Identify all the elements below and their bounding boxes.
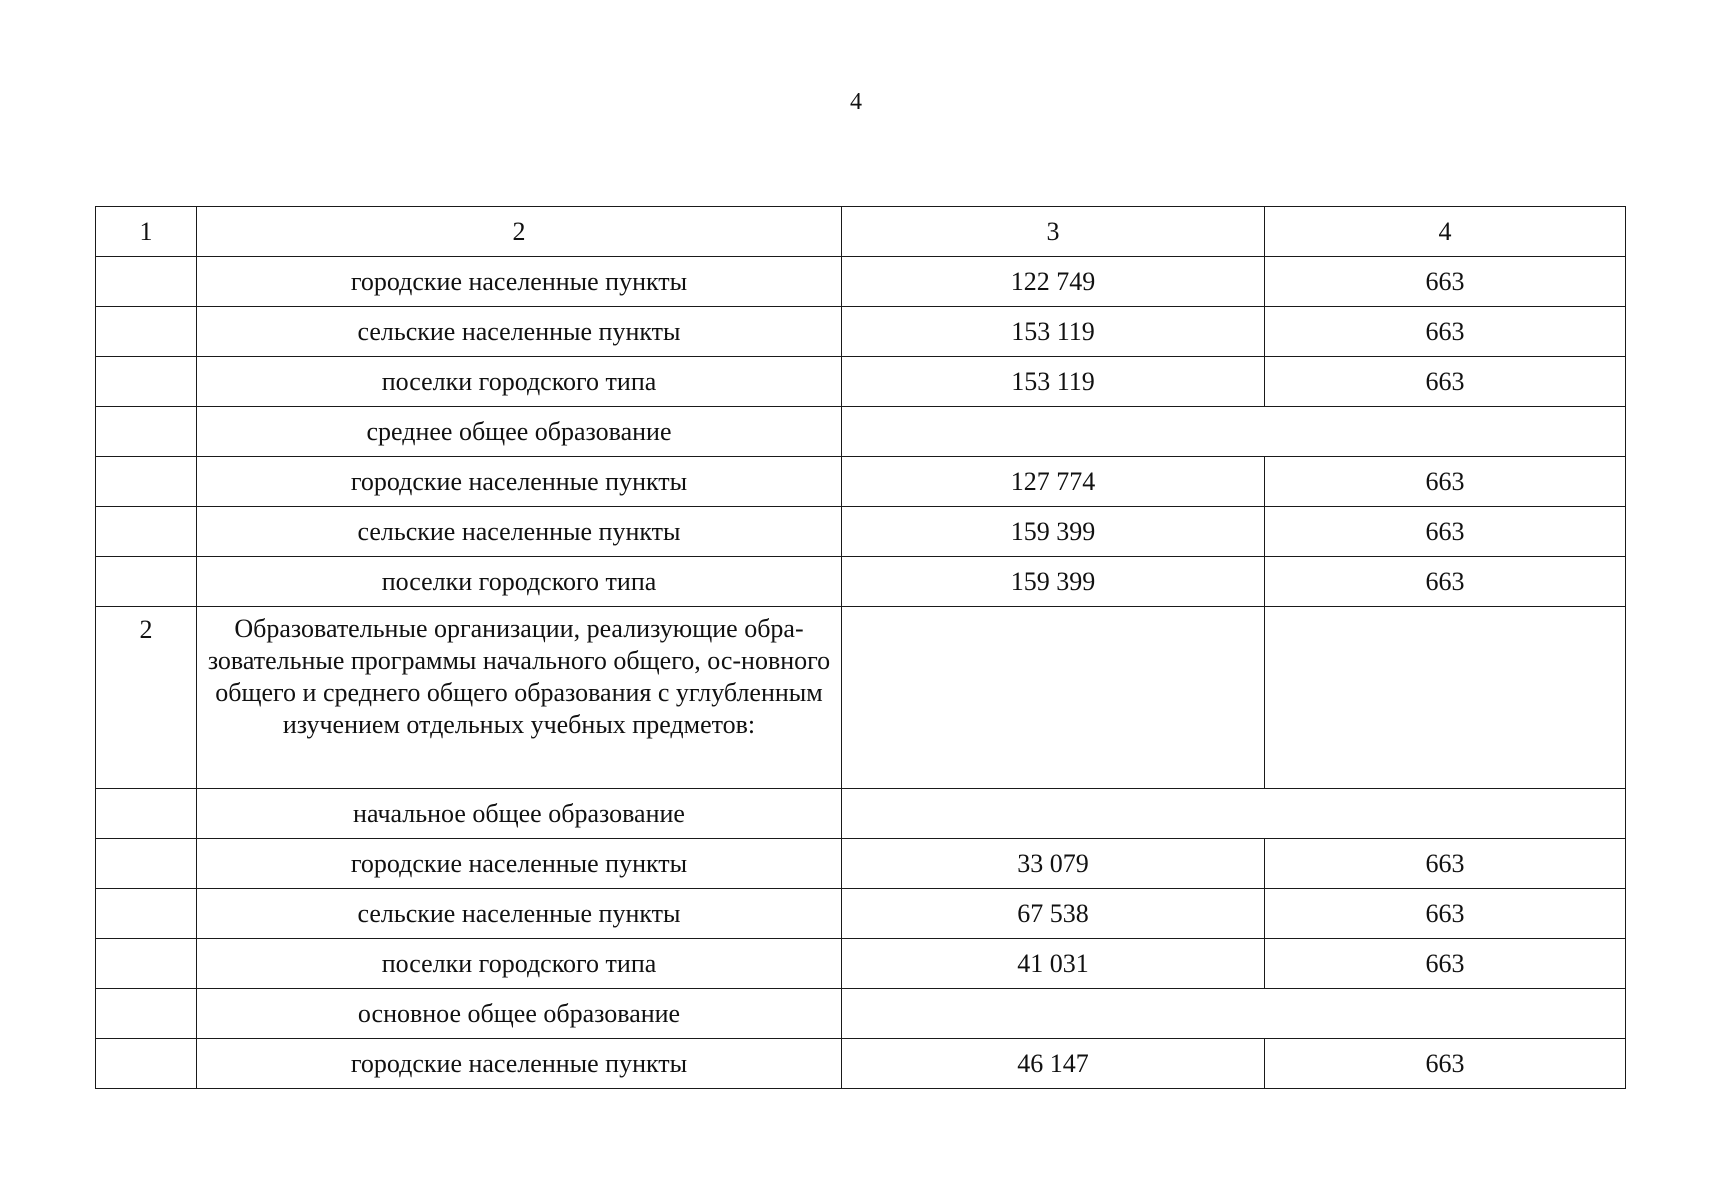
table-row <box>96 507 1626 557</box>
table-row <box>96 839 1626 889</box>
row-label-cell: поселки городского типа <box>197 357 842 407</box>
row-code-cell: 663 <box>1265 839 1626 889</box>
row-number-cell <box>96 557 197 607</box>
row-value-cell: 153 119 <box>842 307 1265 357</box>
row-value-cell: 41 031 <box>842 939 1265 989</box>
row-code-cell: 663 <box>1265 939 1626 989</box>
row-number-cell <box>96 457 197 507</box>
section-row <box>96 407 1626 457</box>
section-empty-cell <box>842 789 1626 839</box>
row-code-cell: 663 <box>1265 307 1626 357</box>
row-value-cell: 67 538 <box>842 889 1265 939</box>
section-empty-cell <box>842 989 1626 1039</box>
header-cell-4: 4 <box>1265 207 1626 257</box>
row-code-cell: 663 <box>1265 557 1626 607</box>
table-row <box>96 1039 1626 1089</box>
item-number-cell: 2 <box>96 607 197 789</box>
row-number-cell <box>96 507 197 557</box>
item-description-cell: Образовательные организации, реализующие обра-зовательные программы начального общего, ос-новного общего и среднего общего образования с углубленным изучением отдельных учебных предметов: <box>197 607 842 789</box>
row-code-cell: 663 <box>1265 889 1626 939</box>
page-number: 4 <box>850 89 862 115</box>
section-label-cell: основное общее образование <box>197 989 842 1039</box>
row-number-cell <box>96 407 197 457</box>
row-label-cell: сельские населенные пункты <box>197 307 842 357</box>
row-number-cell <box>96 939 197 989</box>
row-label-cell: городские населенные пункты <box>197 457 842 507</box>
header-cell-2: 2 <box>197 207 842 257</box>
table-row <box>96 357 1626 407</box>
section-row <box>96 789 1626 839</box>
row-code-cell: 663 <box>1265 457 1626 507</box>
row-number-cell <box>96 889 197 939</box>
row-value-cell: 33 079 <box>842 839 1265 889</box>
data-table <box>95 206 1626 1089</box>
section-empty-cell <box>842 407 1626 457</box>
row-label-cell: сельские населенные пункты <box>197 507 842 557</box>
table-row <box>96 557 1626 607</box>
row-number-cell <box>96 1039 197 1089</box>
row-number-cell <box>96 839 197 889</box>
row-number-cell <box>96 307 197 357</box>
header-cell-3: 3 <box>842 207 1265 257</box>
row-code-cell: 663 <box>1265 1039 1626 1089</box>
row-value-cell: 127 774 <box>842 457 1265 507</box>
row-label-cell: поселки городского типа <box>197 557 842 607</box>
item-code-cell <box>1265 607 1626 789</box>
row-label-cell: городские населенные пункты <box>197 839 842 889</box>
row-value-cell: 153 119 <box>842 357 1265 407</box>
item-value-cell <box>842 607 1265 789</box>
row-value-cell: 122 749 <box>842 257 1265 307</box>
table-row <box>96 457 1626 507</box>
row-number-cell <box>96 357 197 407</box>
header-cell-1: 1 <box>96 207 197 257</box>
row-value-cell: 159 399 <box>842 557 1265 607</box>
row-number-cell <box>96 257 197 307</box>
row-label-cell: городские населенные пункты <box>197 257 842 307</box>
row-value-cell: 46 147 <box>842 1039 1265 1089</box>
row-label-cell: поселки городского типа <box>197 939 842 989</box>
table-row <box>96 307 1626 357</box>
table-row <box>96 939 1626 989</box>
row-label-cell: городские населенные пункты <box>197 1039 842 1089</box>
row-code-cell: 663 <box>1265 257 1626 307</box>
section-label-cell: среднее общее образование <box>197 407 842 457</box>
section-label-cell: начальное общее образование <box>197 789 842 839</box>
row-value-cell: 159 399 <box>842 507 1265 557</box>
section-row <box>96 989 1626 1039</box>
row-code-cell: 663 <box>1265 507 1626 557</box>
table-row <box>96 257 1626 307</box>
header-row <box>96 207 1626 257</box>
row-code-cell: 663 <box>1265 357 1626 407</box>
table-row <box>96 889 1626 939</box>
row-label-cell: сельские населенные пункты <box>197 889 842 939</box>
row-number-cell <box>96 789 197 839</box>
row-number-cell <box>96 989 197 1039</box>
item-row <box>96 607 1626 789</box>
